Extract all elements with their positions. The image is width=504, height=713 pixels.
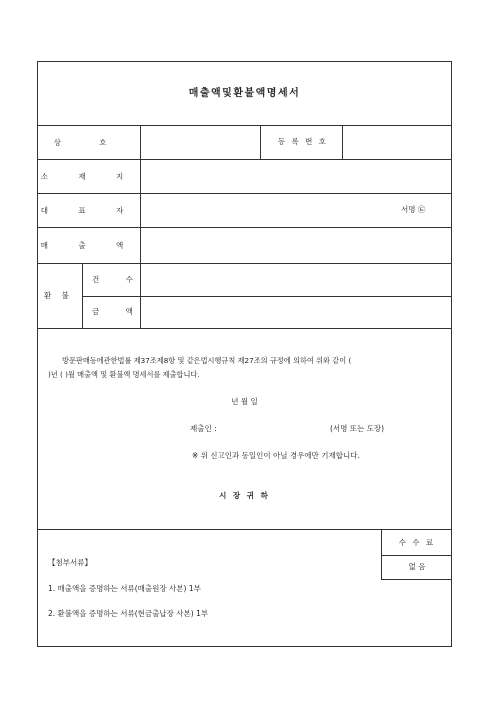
- sales-field[interactable]: [141, 228, 451, 262]
- note-text: ※ 위 신고인과 동일인이 아닐 경우에만 기재합니다.: [192, 451, 360, 460]
- submitter-sign: (서명 또는 도장): [330, 424, 385, 433]
- row-divider: [37, 328, 452, 329]
- row-divider: [37, 529, 452, 530]
- fee-value: 없 음: [408, 562, 426, 571]
- column-divider: [82, 263, 83, 328]
- attachment-item: 2. 환불액을 증명하는 서류(현금출납장 사본) 1부: [48, 609, 209, 618]
- label-count: 건 수: [92, 275, 145, 284]
- label-sales: 매 출 액: [40, 241, 138, 250]
- address-field[interactable]: [141, 160, 451, 192]
- label-address: 소 재 지: [40, 172, 138, 181]
- label-representative: 대 표 자: [40, 206, 138, 215]
- representative-field[interactable]: [141, 194, 391, 226]
- label-registration-number: 등 록 번 호: [277, 137, 329, 146]
- form-title: 매출액및환불액명세서: [188, 88, 301, 99]
- fee-label: 수 수 료: [398, 538, 436, 547]
- attachment-item: 1. 매출액을 증명하는 서류(매출원장 사본) 1부: [48, 584, 201, 593]
- label-refund: 환 불: [44, 291, 73, 300]
- label-amount: 금 액: [92, 307, 145, 316]
- row-divider: [381, 579, 452, 580]
- business-name-field[interactable]: [141, 126, 259, 158]
- signature-mark: 서명 ㉫: [401, 205, 426, 214]
- statement-line-2: )년 ( )월 매출액 및 환불액 명세서를 제출합니다.: [48, 370, 200, 379]
- attachments-title: 【첨부서류】: [48, 558, 92, 567]
- statement-line-1: 방문판매등에관한법률 제37조제8항 및 같은법시행규칙 제27조의 규정에 의하여 위와 같이 (: [62, 356, 352, 365]
- row-divider: [381, 555, 452, 556]
- refund-amount-field[interactable]: [141, 297, 451, 327]
- addressee: 시 장 귀 하: [219, 491, 270, 500]
- submitter-label: 제출인 :: [190, 424, 217, 433]
- refund-count-field[interactable]: [141, 264, 451, 295]
- column-divider: [260, 125, 261, 159]
- date-line: 년 월 일: [231, 397, 258, 406]
- label-business-name: 상 호: [53, 138, 125, 147]
- registration-number-field[interactable]: [343, 126, 451, 158]
